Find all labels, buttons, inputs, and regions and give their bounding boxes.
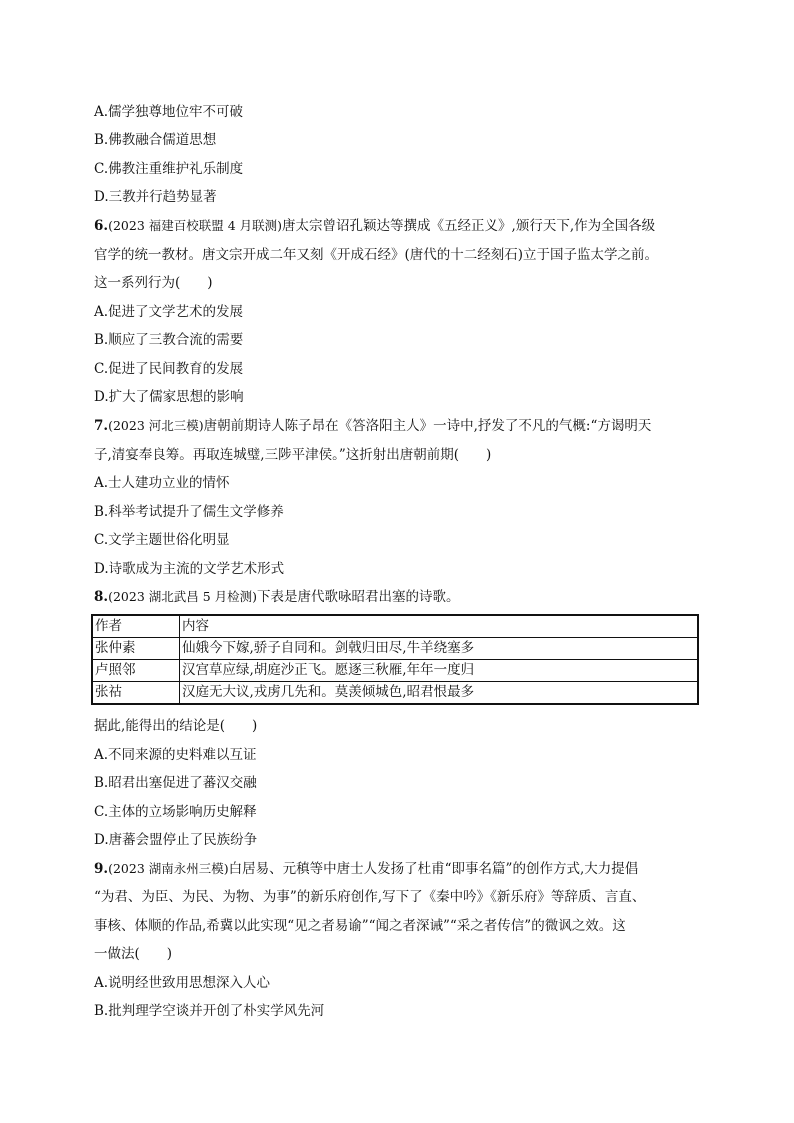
q6-source: (2023 福建百校联盟 4 月联测) bbox=[108, 218, 283, 233]
header-author: 作者 bbox=[92, 615, 180, 638]
q8-option-c: C.主体的立场影响历史解释 bbox=[94, 804, 257, 820]
row-content: 仙娥今下嫁,骄子自同和。剑戟归田尽,牛羊绕塞多 bbox=[180, 638, 699, 660]
q6-option-a: A.促进了文学艺术的发展 bbox=[94, 304, 244, 320]
header-content: 内容 bbox=[180, 615, 699, 638]
row-content: 汉庭无大议,戎虏几先和。莫羡倾城色,昭君恨最多 bbox=[180, 682, 699, 705]
q6-stem-line2: 官学的统一教材。唐文宗开成二年又刻《开成石经》(唐代的十二经刻石)立于国子监太学之前。 bbox=[94, 247, 659, 263]
q8-option-a: A.不同来源的史料难以互证 bbox=[94, 747, 257, 763]
q6-option-b: B.顺应了三教合流的需要 bbox=[94, 332, 244, 348]
q6-stem-line3: 这一系列行为( ) bbox=[94, 275, 213, 291]
q9-option-a: A.说明经世致用思想深入人心 bbox=[94, 975, 271, 991]
q9-source: (2023 湖南永州三模) bbox=[108, 861, 229, 876]
q8-stem-text: 下表是唐代歌咏昭君出塞的诗歌。 bbox=[257, 589, 460, 605]
row-author: 张仲素 bbox=[92, 638, 180, 660]
q6-option-d: D.扩大了儒家思想的影响 bbox=[94, 389, 244, 405]
row-author: 张祜 bbox=[92, 682, 180, 705]
q9-stem-line1 bbox=[94, 860, 704, 878]
q8-stem bbox=[94, 588, 704, 606]
q6-option-c: C.促进了民间教育的发展 bbox=[94, 361, 244, 377]
table-row bbox=[92, 660, 698, 682]
q7-source: (2023 河北三模) bbox=[108, 418, 204, 433]
q9-stem-line4: 一做法( ) bbox=[94, 946, 173, 962]
q5-option-a: A.儒学独尊地位牢不可破 bbox=[94, 104, 244, 120]
q8-source: (2023 湖北武昌 5 月检测) bbox=[108, 589, 258, 604]
q7-option-a: A.士人建功立业的情怀 bbox=[94, 475, 230, 491]
q9-stem-line3: 事核、体顺的作品,希冀以此实现“见之者易谕”“闻之者深诫”“采之者传信”的微讽之效。这 bbox=[94, 918, 626, 934]
q8-stem-after: 据此,能得出的结论是( ) bbox=[94, 718, 258, 734]
q8-number: 8. bbox=[94, 589, 109, 605]
q9-stem-text: 白居易、元稹等中唐士人发扬了杜甫“即事名篇”的创作方式,大力提倡 bbox=[228, 861, 639, 877]
q5-option-c: C.佛教注重维护礼乐制度 bbox=[94, 161, 244, 177]
q7-stem-line1 bbox=[94, 417, 704, 435]
q8-option-b: B.昭君出塞促进了蕃汉交融 bbox=[94, 775, 257, 791]
q5-option-b: B.佛教融合儒道思想 bbox=[94, 132, 217, 148]
q7-option-c: C.文学主题世俗化明显 bbox=[94, 532, 230, 548]
poem-table bbox=[91, 614, 699, 705]
q6-stem-text: 唐太宗曾诏孔颖达等撰成《五经正义》,颁行天下,作为全国各级 bbox=[282, 218, 656, 234]
q5-option-d: D.三教并行趋势显著 bbox=[94, 189, 217, 205]
q9-stem-line2: “为君、为臣、为民、为物、为事”的新乐府创作,写下了《秦中吟》《新乐府》等辞质、言直、 bbox=[94, 889, 646, 905]
row-author: 卢照邻 bbox=[92, 660, 180, 682]
q9-number: 9. bbox=[94, 861, 109, 877]
q7-stem-text: 唐朝前期诗人陈子昂在《答洛阳主人》一诗中,抒发了不凡的气概:“方谒明天 bbox=[203, 418, 652, 434]
q6-number: 6. bbox=[94, 218, 109, 234]
q7-option-d: D.诗歌成为主流的文学艺术形式 bbox=[94, 561, 285, 577]
q6-stem-line1 bbox=[94, 217, 704, 235]
table-row bbox=[92, 638, 698, 660]
row-content: 汉宫草应绿,胡庭沙正飞。愿逐三秋雁,年年一度归 bbox=[180, 660, 699, 682]
q7-option-b: B.科举考试提升了儒生文学修养 bbox=[94, 504, 284, 520]
q8-option-d: D.唐蕃会盟停止了民族纷争 bbox=[94, 832, 258, 848]
q7-number: 7. bbox=[94, 418, 109, 434]
q7-stem-line2: 子,清宴奉良筹。再取连城璧,三陟平津侯。”这折射出唐朝前期( ) bbox=[94, 447, 492, 463]
table-header-row bbox=[92, 615, 698, 638]
table-row bbox=[92, 682, 698, 705]
q9-option-b: B.批判理学空谈并开创了朴实学风先河 bbox=[94, 1003, 325, 1019]
